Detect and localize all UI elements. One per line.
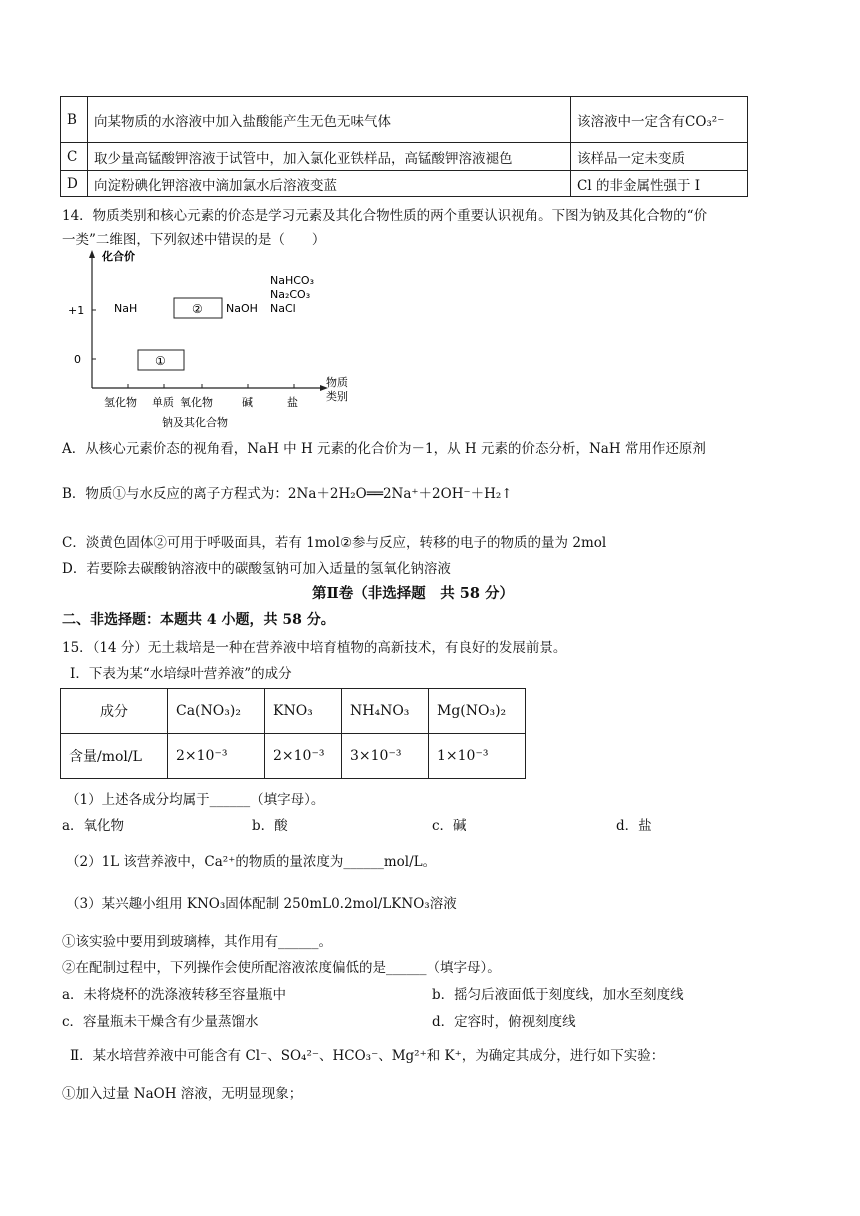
sodium-valence-diagram xyxy=(62,246,362,436)
option-letter: C xyxy=(61,143,88,171)
q15-part2: Ⅱ．某水培营养液中可能含有 Cl⁻、SO₄²⁻、HCO₃⁻、Mg²⁺和 K⁺，为确定其成分，进行如下实验： xyxy=(70,1048,665,1064)
q14-option-c: C．淡黄色固体②可用于呼吸面具，若有 1mol②参与反应，转移的电子的物质的量为 2mol xyxy=(62,535,607,551)
x-tick: 碱 xyxy=(242,396,253,409)
q15-part1: Ⅰ．下表为某“水培绿叶营养液”的成分 xyxy=(70,666,292,682)
q14-option-a: A．从核心元素价态的视角看，NaH 中 H 元素的化合价为－1，从 H 元素的价态分析，NaH 常用作还原剂 xyxy=(62,441,706,457)
table-header: 成分 xyxy=(61,689,168,734)
x-tick: 氢化物 xyxy=(104,396,137,409)
q15-sub1-opt-c: c．碱 xyxy=(432,818,467,834)
option-conclusion: Cl 的非金属性强于 I xyxy=(571,171,748,197)
y-tick: 0 xyxy=(74,353,81,366)
x-tick: 单质 xyxy=(152,396,174,409)
nutrient-table xyxy=(60,688,526,779)
q15-sub3-opt-b: b．摇匀后液面低于刻度线，加水至刻度线 xyxy=(432,987,684,1003)
naoh-label: NaOH xyxy=(226,302,258,315)
table-cell: 1×10⁻³ xyxy=(429,734,526,779)
salt-label: NaHCO₃ xyxy=(270,274,314,287)
option-letter: D xyxy=(61,171,88,197)
nah-label: NaH xyxy=(114,302,138,315)
q15-sub1-opt-d: d．盐 xyxy=(616,818,652,834)
salt-label: Na₂CO₃ xyxy=(270,288,311,301)
options-table xyxy=(60,96,748,197)
q15-exp1: ①加入过量 NaOH 溶液，无明显现象； xyxy=(62,1086,303,1102)
q15-sub3-2: ②在配制过程中，下列操作会使所配溶液浓度偏低的是______（填字母）。 xyxy=(62,960,501,976)
salt-label: NaCl xyxy=(270,302,296,315)
table-cell: 3×10⁻³ xyxy=(342,734,429,779)
box2-label: ② xyxy=(192,302,203,316)
option-conclusion: 该溶液中一定含有CO₃²⁻ xyxy=(571,97,748,143)
q14-stem-line1: 14．物质类别和核心元素的价态是学习元素及其化合物性质的两个重要认识视角。下图为钠及其化合物的“价 xyxy=(62,208,708,224)
x-tick: 盐 xyxy=(287,396,298,409)
q14-option-b: B．物质①与水反应的离子方程式为：2Na＋2H₂O══2Na⁺＋2OH⁻＋H₂↑ xyxy=(62,486,513,502)
x-axis-label: 类别 xyxy=(326,390,348,403)
table-header: Ca(NO₃)₂ xyxy=(168,689,265,734)
table-header: NH₄NO₃ xyxy=(342,689,429,734)
q15-sub2: （2）1L 该营养液中，Ca²⁺的物质的量浓度为______mol/L。 xyxy=(66,854,437,870)
x-axis-label: 物质 xyxy=(326,376,348,389)
q15-sub3-opt-c: c．容量瓶未干燥含有少量蒸馏水 xyxy=(62,1014,259,1030)
q14-option-d: D．若要除去碳酸钠溶液中的碳酸氢钠可加入适量的氢氧化钠溶液 xyxy=(62,561,451,577)
table-cell: 含量/mol/L xyxy=(61,734,168,779)
option-letter: B xyxy=(61,97,88,143)
q15-sub1: （1）上述各成分均属于______（填字母）。 xyxy=(66,792,325,808)
option-description: 向某物质的水溶液中加入盐酸能产生无色无味气体 xyxy=(88,97,571,143)
q15-sub3-1: ①该实验中要用到玻璃棒，其作用有______。 xyxy=(62,934,332,950)
q15-sub3-opt-a: a．未将烧杯的洗涤液转移至容量瓶中 xyxy=(62,987,287,1003)
q15-sub3: （3）某兴趣小组用 KNO₃固体配制 250mL0.2mol/LKNO₃溶液 xyxy=(66,896,457,912)
table-cell: 2×10⁻³ xyxy=(265,734,342,779)
figure-caption: 钠及其化合物 xyxy=(162,416,228,429)
box1-label: ① xyxy=(155,354,166,368)
option-description: 取少量高锰酸钾溶液于试管中，加入氯化亚铁样品，高锰酸钾溶液褪色 xyxy=(88,143,571,171)
y-axis-label: 化合价 xyxy=(102,250,135,263)
table-header: Mg(NO₃)₂ xyxy=(429,689,526,734)
y-tick: +1 xyxy=(68,304,85,317)
q15-sub1-opt-a: a．氧化物 xyxy=(62,818,125,834)
q14-stem-line2: 一类”二维图，下列叙述中错误的是（ ） xyxy=(62,232,326,248)
section-heading: 二、非选择题：本题共 4 小题，共 58 分。 xyxy=(62,612,335,628)
table-header: KNO₃ xyxy=(265,689,342,734)
option-description: 向淀粉碘化钾溶液中滴加氯水后溶液变蓝 xyxy=(88,171,571,197)
q15-sub3-opt-d: d．定容时，俯视刻度线 xyxy=(432,1014,576,1030)
q15-sub1-opt-b: b．酸 xyxy=(252,818,288,834)
section-title: 第Ⅱ卷（非选择题 共 58 分） xyxy=(312,585,514,602)
table-cell: 2×10⁻³ xyxy=(168,734,265,779)
option-conclusion: 该样品一定未变质 xyxy=(571,143,748,171)
x-tick: 氧化物 xyxy=(180,396,213,409)
q15-stem: 15．（14 分）无土栽培是一种在营养液中培育植物的高新技术，有良好的发展前景。 xyxy=(62,640,567,656)
